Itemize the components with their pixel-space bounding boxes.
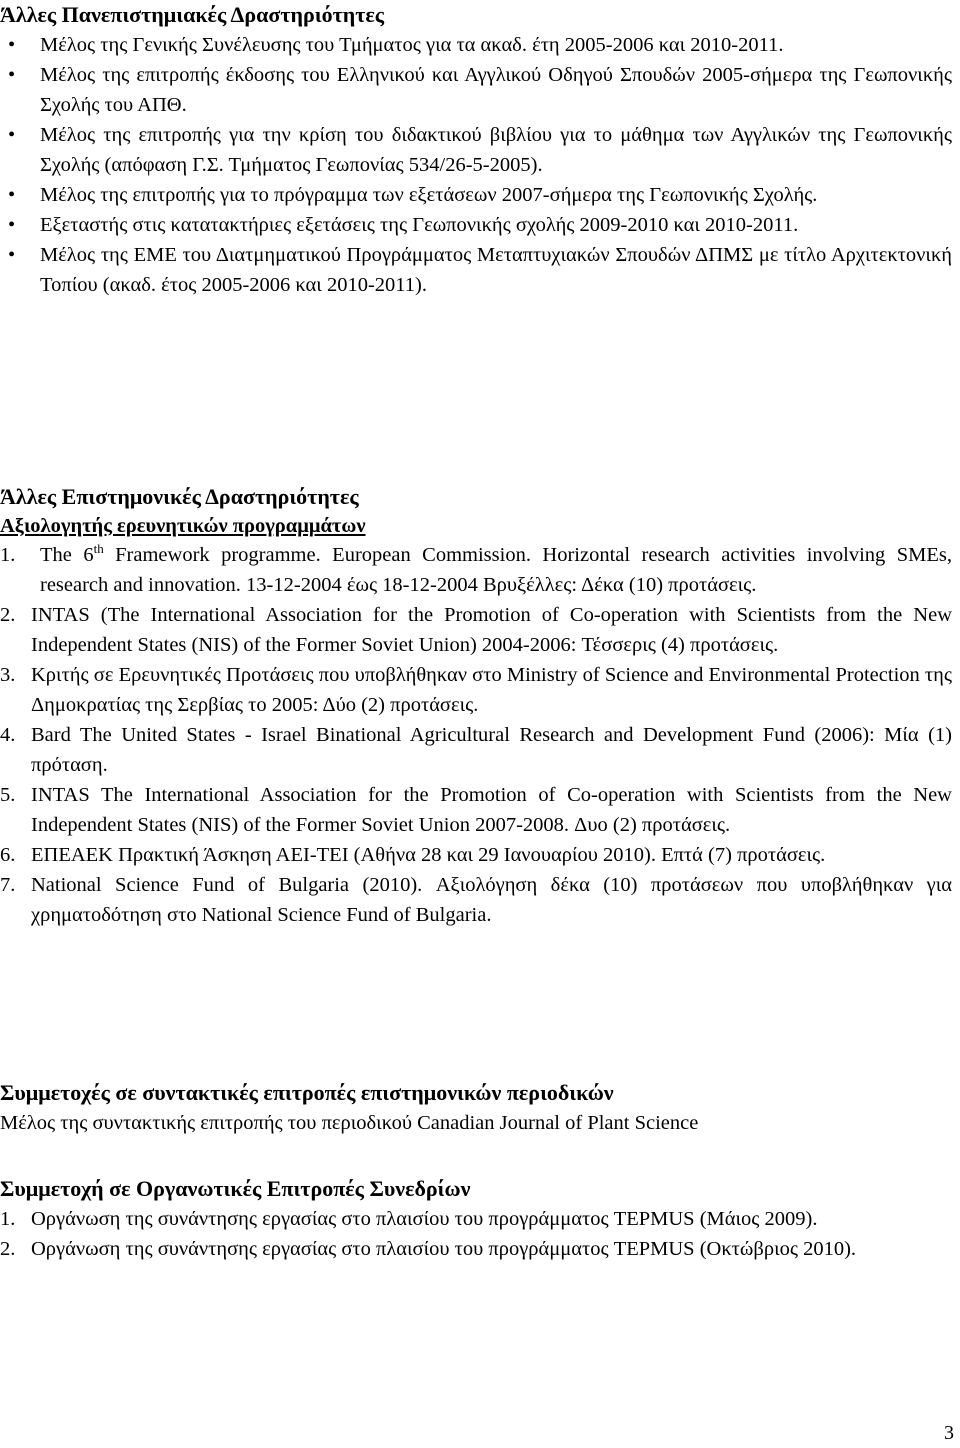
numbered-list: [0, 540, 956, 600]
list-item: • Εξεταστής στις κατατακτήριες εξετάσεις της Γεωπονικής σχολής 2009-2010 και 2010-2011.: [0, 210, 956, 240]
section-organizing-committees: [0, 1174, 956, 1264]
bullet-icon: •: [8, 184, 16, 206]
list-item: • Μέλος της ΕΜΕ του Διατμηματικού Προγράμματος Μεταπτυχιακών Σπουδών ΔΠΜΣ με τίτλο Αρχιτεκτονική Τοπίου (ακαδ. έτος 2005-2006 και 2010-2011).: [0, 240, 956, 300]
bullet-icon: •: [8, 244, 16, 266]
bullet-icon: •: [8, 64, 16, 86]
section-title: Άλλες Πανεπιστημιακές Δραστηριότητες: [0, 2, 385, 27]
section-university-activities: [0, 0, 956, 300]
numbered-list: [0, 1204, 956, 1264]
numbered-list: [0, 600, 956, 930]
list-item: • Μέλος της Γενικής Συνέλευσης του Τμήματος για τα ακαδ. έτη 2005-2006 και 2010-2011.: [0, 30, 956, 60]
list-item: 7. National Science Fund of Bulgaria (2010). Αξιολόγηση δέκα (10) προτάσεων που υποβλήθηκαν για χρηματοδότηση στο National Science Fund of Bulgaria.: [0, 874, 952, 926]
bullet-icon: •: [8, 124, 16, 146]
section-text: Μέλος της συντακτικής επιτροπής του περιοδικού Canadian Journal of Plant Science: [0, 1112, 699, 1134]
list-item: 4. Bard The United States - Israel Binational Agricultural Research and Development Fund (2006): Μία (1) πρόταση.: [0, 724, 952, 776]
section-subtitle: Αξιολογητής ερευνητικών προγραμμάτων: [0, 515, 366, 537]
list-item: • Μέλος της επιτροπής έκδοσης του Ελληνικού και Αγγλικού Οδηγού Σπουδών 2005-σήμερα της Γεωπονικής Σχολής του ΑΠΘ.: [0, 60, 956, 120]
page-number: 3: [944, 1422, 954, 1444]
list-item: 1. The 6th Framework programme. European Commission. Horizontal research activities involving SMEs, research and innovation. 13-12-2004 έως 18-12-2004 Βρυξέλλες: Δέκα (10) προτάσεις.: [0, 541, 952, 596]
list-item: 6. ΕΠΕΑΕΚ Πρακτική Άσκηση ΑΕΙ-ΤΕΙ (Αθήνα 28 και 29 Ιανουαρίου 2010). Επτά (7) προτάσεις.: [0, 844, 826, 866]
section-scientific-activities: [0, 482, 956, 930]
bullet-icon: •: [8, 214, 16, 236]
bullet-list: [0, 30, 956, 300]
bullet-icon: •: [8, 34, 16, 56]
section-title: Συμμετοχές σε συντακτικές επιτροπές επιστημονικών περιοδικών: [0, 1080, 614, 1105]
list-item: 2. INTAS (The International Association for the Promotion of Co-operation with Scientists from the New Independent States (NIS) of the Former Soviet Union) 2004-2006: Τέσσερις (4) προτάσεις.: [0, 604, 952, 656]
list-item: 1. Οργάνωση της συνάντησης εργασίας στο πλαισίου του προγράμματος TEPMUS (Μάιος 2009).: [0, 1208, 818, 1230]
list-item: 2. Οργάνωση της συνάντησης εργασίας στο πλαισίου του προγράμματος TEPMUS (Οκτώβριος 2010).: [0, 1238, 857, 1260]
section-title: Συμμετοχή σε Οργανωτικές Επιτροπές Συνεδρίων: [0, 1176, 471, 1201]
list-item: 5. INTAS The International Association for the Promotion of Co-operation with Scientists from the New Independent States (NIS) of the Former Soviet Union 2007-2008. Δυο (2) προτάσεις.: [0, 784, 952, 836]
section-editorial-boards: [0, 1078, 956, 1138]
list-item: • Μέλος της επιτροπής για το πρόγραμμα των εξετάσεων 2007-σήμερα της Γεωπονικής Σχολής.: [0, 180, 956, 210]
list-item: 3. Κριτής σε Ερευνητικές Προτάσεις που υποβλήθηκαν στο Ministry of Science and Environmental Protection της Δημοκρατίας της Σερβίας το 2005: Δύο (2) προτάσεις.: [0, 664, 952, 716]
section-title: Άλλες Επιστημονικές Δραστηριότητες: [0, 484, 359, 509]
list-item: • Μέλος της επιτροπής για την κρίση του διδακτικού βιβλίου για το μάθημα των Αγγλικών της Γεωπονικής Σχολής (απόφαση Γ.Σ. Τμήματος Γεωπονίας 534/26-5-2005).: [0, 120, 956, 180]
